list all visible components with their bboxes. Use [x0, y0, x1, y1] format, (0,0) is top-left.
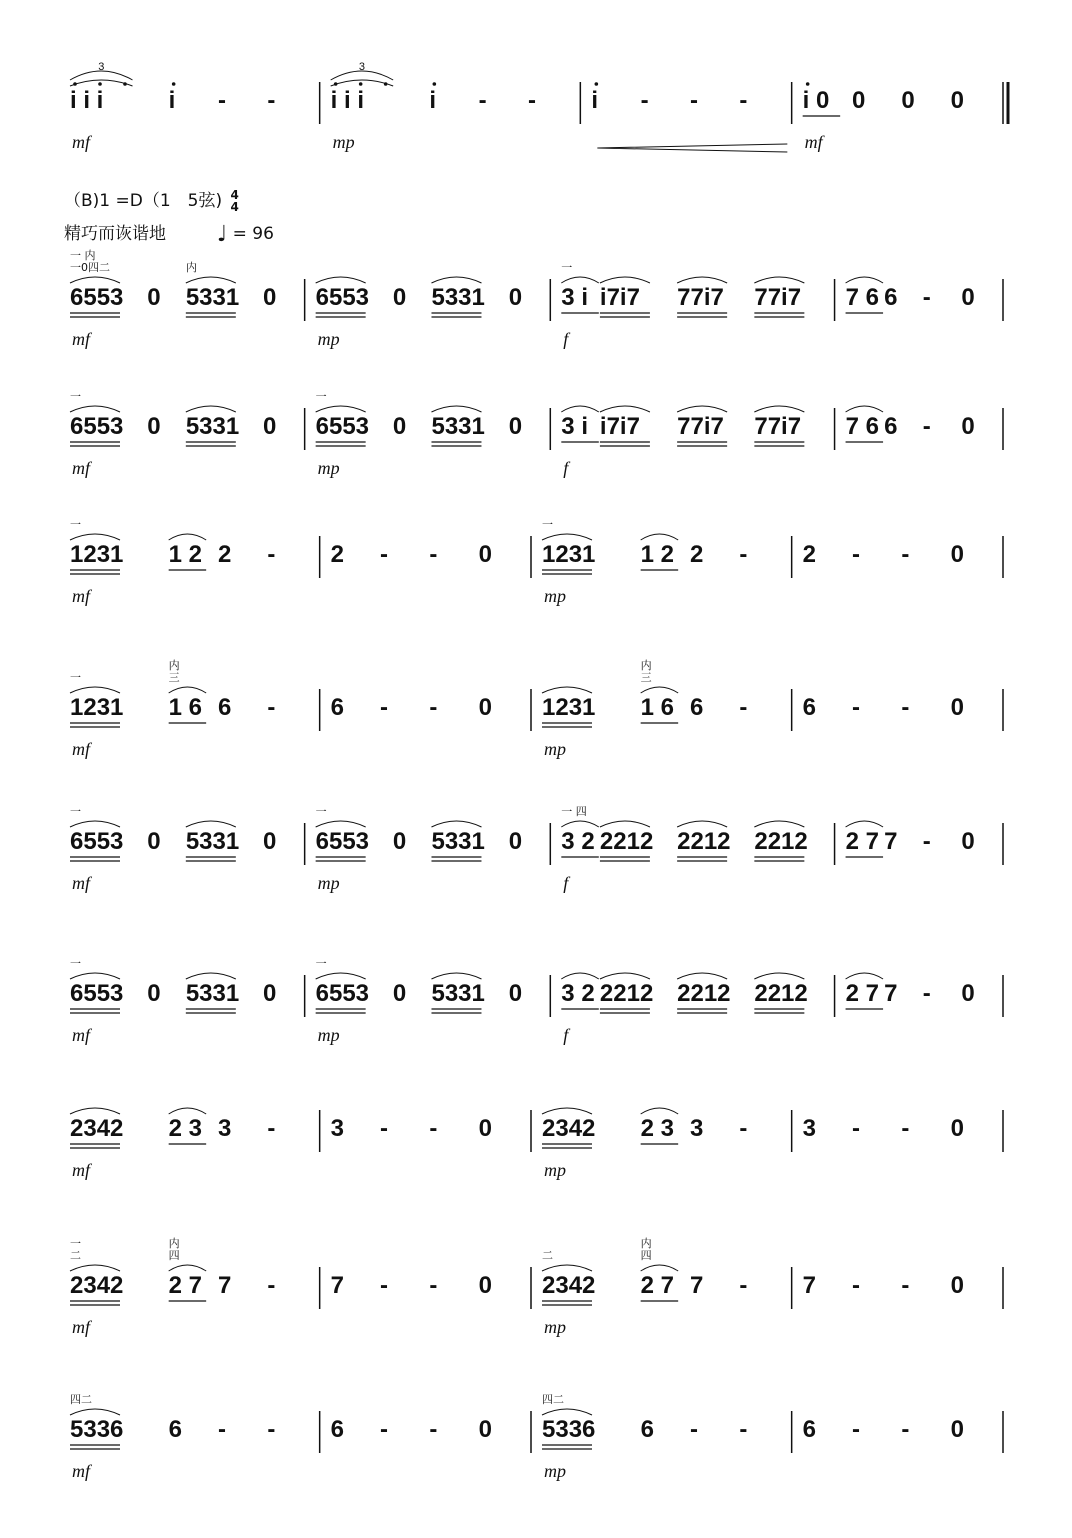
note-group: 2212 — [677, 980, 731, 1007]
note-group: 7 6 — [845, 413, 879, 440]
dynamic-mark: mf — [72, 1317, 90, 1337]
note-group: - — [852, 694, 860, 721]
note-group: 0 — [147, 413, 161, 440]
slur — [561, 973, 599, 979]
note-group: 2342 — [542, 1272, 596, 1299]
note-group: 5331 — [185, 284, 240, 311]
note-group: i7i7 — [599, 413, 640, 440]
slur — [186, 973, 236, 979]
fingering-mark: 四 — [640, 1249, 652, 1262]
fingering-mark: 一 — [315, 957, 327, 970]
note-group: 6 — [802, 1416, 817, 1443]
note-group: 0 — [147, 828, 161, 855]
slur — [431, 821, 481, 827]
note-group: - — [380, 541, 388, 568]
note-group: 0 — [392, 980, 407, 1007]
note-group: 2212 — [677, 828, 731, 855]
note-group: 1231 — [542, 541, 596, 568]
note-group: 6553 — [315, 284, 370, 311]
high-octave-dot — [806, 82, 810, 86]
time-signature-top: 4 — [230, 188, 239, 202]
note-group: 5331 — [431, 284, 485, 311]
note-group: - — [429, 541, 438, 568]
high-octave-dot — [433, 82, 437, 86]
fingering-mark: 一 — [542, 518, 553, 531]
note-group: i — [429, 87, 437, 114]
fingering-mark: 内 — [168, 659, 180, 672]
slur — [641, 1108, 679, 1114]
fingering-mark: 一 — [315, 390, 327, 403]
note-group: - — [218, 1416, 226, 1443]
note-group: 2212 — [754, 980, 808, 1007]
note-group: 1 6 — [640, 694, 675, 721]
note-group: - — [218, 87, 226, 114]
slur — [431, 406, 481, 412]
note-group: 7 — [330, 1272, 345, 1299]
fingering-mark: 三 — [168, 671, 180, 684]
dynamic-mark: mf — [72, 132, 90, 152]
slur — [70, 1108, 120, 1114]
note-group: - — [267, 541, 276, 568]
note-group: 0 — [263, 413, 277, 440]
note-group: - — [640, 87, 649, 114]
slur — [316, 406, 366, 412]
dynamic-mark: f — [563, 458, 569, 478]
note-group: - — [380, 694, 388, 721]
note-group: 1 2 — [640, 541, 675, 568]
note-group: 0 — [478, 1416, 493, 1443]
note-group: - — [429, 694, 438, 721]
note-group: 5331 — [185, 828, 240, 855]
note-group: 0 — [961, 980, 975, 1007]
fingering-mark: 一 — [315, 805, 327, 818]
fingering-mark: 四二 — [70, 1393, 92, 1406]
slur — [169, 1108, 207, 1114]
time-signature-bottom: 4 — [230, 200, 239, 214]
slur — [431, 277, 481, 283]
note-group: 7 6 — [845, 284, 879, 311]
slur — [70, 1409, 120, 1415]
fingering-mark: 三 — [640, 671, 652, 684]
note-group: 3 i — [561, 413, 588, 440]
note-group: 6 — [218, 694, 232, 721]
note-group: 0 — [852, 87, 866, 114]
key-text: （B)1 =D（1 5弦) — [64, 191, 223, 211]
note-group: - — [739, 1272, 748, 1299]
note-group: 3 2 — [561, 980, 595, 1007]
note-group: - — [852, 1115, 860, 1142]
note-group: 6553 — [70, 413, 124, 440]
note-group: 2 7 — [845, 980, 879, 1007]
high-octave-dot — [359, 82, 363, 86]
slur — [542, 534, 592, 540]
note-group: 3 2 — [561, 828, 595, 855]
slur — [600, 406, 650, 412]
note-group: 2 7 — [168, 1272, 203, 1299]
slur — [70, 821, 120, 827]
fingering-mark: 内 — [185, 261, 197, 274]
fingering-mark: 一 — [70, 390, 81, 403]
note-group: - — [267, 1115, 276, 1142]
note-group: - — [901, 1115, 910, 1142]
slur — [316, 277, 366, 283]
note-group: 0 — [961, 828, 975, 855]
note-group: 6553 — [70, 284, 124, 311]
slur — [70, 534, 120, 540]
note-group: i i i — [70, 87, 104, 114]
dynamic-mark: mf — [72, 1160, 90, 1180]
slur — [186, 277, 236, 283]
slur — [754, 973, 804, 979]
note-group: 2 3 — [640, 1115, 675, 1142]
slur — [677, 973, 727, 979]
note-group: - — [922, 980, 931, 1007]
note-group: - — [429, 1416, 438, 1443]
note-group: 2342 — [542, 1115, 596, 1142]
slur — [846, 406, 884, 412]
fingering-mark: 一0四二 — [70, 261, 110, 274]
note-group: - — [901, 1272, 910, 1299]
note-group: 77i7 — [677, 284, 724, 311]
fingering-mark: 一 内 — [70, 249, 96, 262]
note-group: 2 7 — [640, 1272, 675, 1299]
fingering-mark: 一 — [561, 261, 573, 274]
note-group: i — [168, 87, 176, 114]
slur — [641, 534, 679, 540]
dynamic-mark: mp — [544, 586, 566, 606]
slur — [846, 821, 884, 827]
note-group: 1231 — [70, 694, 124, 721]
note-group: - — [739, 1416, 748, 1443]
note-group: 2 — [690, 541, 704, 568]
note-group: 7 — [802, 1272, 817, 1299]
slur — [169, 687, 207, 693]
note-group: 6 — [640, 1416, 655, 1443]
note-group: 5336 — [70, 1416, 124, 1443]
dynamic-mark: mf — [72, 739, 90, 759]
quarter-note-icon: ♩ — [216, 222, 228, 247]
note-group: 0 — [263, 980, 277, 1007]
triplet-number: 3 — [98, 61, 105, 73]
note-group: 6 — [884, 284, 898, 311]
note-group: 7 — [690, 1272, 704, 1299]
slur — [641, 687, 679, 693]
note-group: 2342 — [70, 1115, 124, 1142]
note-group: 0 — [950, 1416, 965, 1443]
fingering-mark: 二 — [70, 1249, 81, 1262]
slur — [846, 973, 884, 979]
slur — [186, 821, 236, 827]
slur — [431, 973, 481, 979]
fingering-mark: 一 — [70, 957, 81, 970]
fingering-mark: 内 — [640, 1237, 652, 1250]
dynamic-mark: mf — [72, 873, 90, 893]
note-group: 0 — [950, 87, 965, 114]
note-group: 1231 — [70, 541, 124, 568]
note-group: 6 — [330, 1416, 345, 1443]
fingering-mark: 四二 — [542, 1393, 564, 1406]
note-group: 3 — [330, 1115, 345, 1142]
note-group: 0 — [478, 541, 493, 568]
fingering-mark: 一 — [70, 518, 81, 531]
note-group: 2 — [330, 541, 345, 568]
note-group: 6553 — [70, 828, 124, 855]
note-group: 7 — [218, 1272, 232, 1299]
note-group: 6553 — [70, 980, 124, 1007]
note-group: 0 — [147, 284, 161, 311]
note-group: 0 — [508, 980, 523, 1007]
note-group: - — [380, 1416, 388, 1443]
high-octave-dot — [172, 82, 176, 86]
note-group: - — [528, 87, 536, 114]
note-group: - — [380, 1272, 388, 1299]
slur — [70, 687, 120, 693]
note-group: i — [591, 87, 599, 114]
note-group: - — [739, 694, 748, 721]
note-group: 0 — [950, 1272, 965, 1299]
note-group: 6 — [330, 694, 345, 721]
note-group: - — [267, 87, 276, 114]
note-group: - — [901, 541, 910, 568]
triplet-number: 3 — [358, 61, 366, 73]
note-group: 1231 — [542, 694, 596, 721]
note-group: 1 2 — [168, 541, 203, 568]
note-group: 7 — [884, 980, 898, 1007]
dynamic-mark: mp — [544, 739, 566, 759]
note-group: 6 — [690, 694, 704, 721]
tempo-value: = 96 — [232, 224, 274, 244]
slur — [542, 1108, 592, 1114]
fingering-mark: 二 — [542, 1249, 553, 1262]
fingering-mark: 一 — [70, 1237, 81, 1250]
slur — [600, 821, 650, 827]
dynamic-mark: mp — [544, 1461, 566, 1481]
note-group: 6 — [802, 694, 817, 721]
note-group: 77i7 — [677, 413, 724, 440]
slur — [169, 534, 207, 540]
high-octave-dot — [595, 82, 599, 86]
note-group: 1 6 — [168, 694, 203, 721]
note-group: - — [429, 1272, 438, 1299]
dynamic-mark: mf — [72, 458, 90, 478]
note-group: - — [922, 828, 931, 855]
fingering-mark: 四 — [168, 1249, 180, 1262]
note-group: 0 — [478, 1272, 493, 1299]
high-octave-dot — [98, 82, 102, 86]
note-group: 0 — [950, 1115, 965, 1142]
note-group: 6 — [168, 1416, 183, 1443]
slur — [754, 406, 804, 412]
note-group: 5331 — [185, 980, 240, 1007]
dynamic-mark: mp — [544, 1317, 566, 1337]
note-group: 6553 — [315, 980, 370, 1007]
fingering-mark: 内 — [640, 659, 652, 672]
dynamic-mark: f — [563, 1025, 569, 1045]
note-group: 5331 — [185, 413, 240, 440]
slur — [677, 277, 727, 283]
slur — [754, 821, 804, 827]
slur — [677, 406, 727, 412]
note-group: 0 — [961, 413, 975, 440]
slur — [316, 973, 366, 979]
slur — [846, 277, 884, 283]
note-group: 5331 — [431, 828, 485, 855]
dynamic-mark: mf — [72, 1461, 90, 1481]
note-group: 7 — [884, 828, 898, 855]
dynamic-mark: mp — [317, 329, 340, 349]
note-group: 3 — [690, 1115, 704, 1142]
note-group: 0 — [961, 284, 975, 311]
note-group: 5331 — [431, 413, 485, 440]
dynamic-mark: mp — [317, 458, 340, 478]
note-group: 6553 — [315, 413, 370, 440]
note-group: 0 — [392, 828, 407, 855]
note-group: 2 7 — [845, 828, 879, 855]
slur — [641, 1265, 679, 1271]
fingering-mark: 一 四 — [561, 805, 587, 818]
slur — [561, 821, 599, 827]
fingering-mark: 一 — [70, 671, 81, 684]
note-group: - — [739, 1115, 748, 1142]
note-group: 77i7 — [754, 284, 802, 311]
note-group: 3 i — [561, 284, 588, 311]
dynamic-mark: mf — [804, 132, 823, 152]
note-group: 5336 — [542, 1416, 596, 1443]
note-group: 6 — [884, 413, 898, 440]
note-group: 0 — [950, 541, 965, 568]
note-group: 0 — [508, 413, 523, 440]
note-group: 0 — [950, 694, 965, 721]
note-group: - — [690, 1416, 698, 1443]
slur — [542, 1409, 592, 1415]
note-group: - — [922, 413, 931, 440]
note-group: 0 — [478, 694, 493, 721]
note-group: 2 — [802, 541, 817, 568]
note-group: 0 — [147, 980, 161, 1007]
note-group: 3 — [218, 1115, 232, 1142]
slur — [70, 1265, 120, 1271]
slur — [70, 277, 120, 283]
slur — [600, 973, 650, 979]
note-group: - — [739, 87, 748, 114]
note-group: - — [267, 1272, 276, 1299]
note-group: - — [478, 87, 487, 114]
note-group: 0 — [478, 1115, 493, 1142]
note-group: i7i7 — [599, 284, 640, 311]
expression-mark: 精巧而诙谐地 — [64, 224, 166, 244]
slur — [186, 406, 236, 412]
note-group: 0 — [901, 87, 915, 114]
slur — [542, 1265, 592, 1271]
note-group: - — [852, 541, 860, 568]
note-group: 77i7 — [754, 413, 802, 440]
slur — [561, 277, 599, 283]
note-group: 0 — [392, 284, 407, 311]
slur — [600, 277, 650, 283]
note-group: - — [901, 1416, 910, 1443]
note-group: i 0 — [802, 87, 830, 114]
slur — [316, 821, 366, 827]
note-group: 2212 — [599, 980, 654, 1007]
dynamic-mark: mf — [72, 1025, 90, 1045]
slur — [677, 821, 727, 827]
note-group: - — [922, 284, 931, 311]
note-group: 0 — [508, 828, 523, 855]
note-group: 5331 — [431, 980, 485, 1007]
dynamic-mark: f — [563, 329, 569, 349]
note-group: 2 — [218, 541, 232, 568]
dynamic-mark: mp — [544, 1160, 566, 1180]
note-group: 0 — [263, 828, 277, 855]
fingering-mark: 一 — [70, 805, 81, 818]
note-group: - — [267, 1416, 276, 1443]
note-group: - — [429, 1115, 438, 1142]
note-group: - — [901, 694, 910, 721]
note-group: 0 — [263, 284, 277, 311]
fingering-mark: 内 — [168, 1237, 180, 1250]
slur — [561, 406, 599, 412]
note-group: 2212 — [599, 828, 654, 855]
note-group: 2212 — [754, 828, 808, 855]
note-group: - — [267, 694, 276, 721]
note-group: 2342 — [70, 1272, 124, 1299]
slur — [754, 277, 804, 283]
slur — [70, 973, 120, 979]
dynamic-mark: f — [563, 873, 569, 893]
note-group: - — [852, 1272, 860, 1299]
slur — [542, 687, 592, 693]
note-group: 3 — [802, 1115, 817, 1142]
note-group: - — [852, 1416, 860, 1443]
dynamic-mark: mp — [317, 1025, 340, 1045]
note-group: i i i — [330, 87, 365, 114]
dynamic-mark: mf — [72, 329, 90, 349]
note-group: - — [380, 1115, 388, 1142]
note-group: 0 — [508, 284, 523, 311]
note-group: 0 — [392, 413, 407, 440]
note-group: - — [739, 541, 748, 568]
dynamic-mark: mp — [332, 132, 355, 152]
dynamic-mark: mf — [72, 586, 90, 606]
slur — [70, 406, 120, 412]
note-group: 6553 — [315, 828, 370, 855]
note-group: 2 3 — [168, 1115, 203, 1142]
slur — [169, 1265, 207, 1271]
diminuendo-hairpin — [597, 144, 787, 152]
dynamic-mark: mp — [317, 873, 340, 893]
note-group: - — [690, 87, 698, 114]
